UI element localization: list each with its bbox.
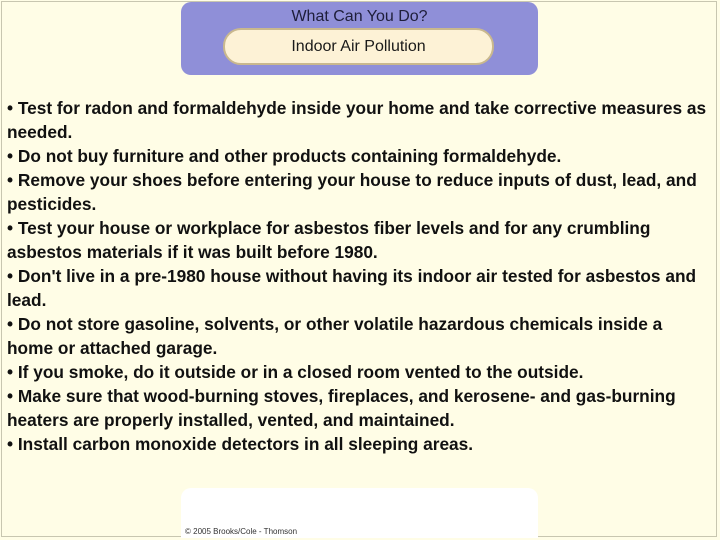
bullet-marker: • — [7, 98, 14, 118]
header-title: What Can You Do? — [291, 8, 428, 25]
bullet-text: If you smoke, do it outside or in a closed room vented to the outside. — [17, 362, 584, 382]
bullet-marker: • — [7, 314, 14, 334]
list-item — [7, 144, 713, 168]
bullet-text: Install carbon monoxide detectors in all sleeping areas. — [17, 434, 474, 454]
bullet-marker: • — [7, 386, 14, 406]
list-item — [7, 312, 713, 360]
bullet-text: Test your house or workplace for asbestos fiber levels and for any crumbling asbestos materials if it was built before 1980. — [7, 218, 651, 262]
bullet-text: Make sure that wood-burning stoves, fireplaces, and kerosene- and gas-burning heaters are properly installed, vented, and maintained. — [7, 386, 676, 430]
list-item — [7, 384, 713, 432]
bullet-text: Test for radon and formaldehyde inside your home and take corrective measures as needed. — [7, 98, 707, 142]
list-item — [7, 168, 713, 216]
header-card — [181, 2, 538, 75]
bullet-marker: • — [7, 218, 14, 238]
list-item — [7, 96, 713, 144]
copyright-notice: © 2005 Brooks/Cole - Thomson — [185, 527, 298, 536]
bullet-marker: • — [7, 362, 14, 382]
bullet-marker: • — [7, 170, 14, 190]
list-item — [7, 264, 713, 312]
list-item — [7, 432, 713, 456]
bullet-text: Don't live in a pre-1980 house without having its indoor air tested for asbestos and lead. — [7, 266, 697, 310]
bullet-text: Do not buy furniture and other products containing formaldehyde. — [17, 146, 562, 166]
bullet-marker: • — [7, 266, 14, 286]
list-item — [7, 360, 713, 384]
list-item — [7, 216, 713, 264]
bullet-list — [7, 96, 713, 456]
figure-placeholder-card — [181, 488, 538, 538]
bullet-text: Do not store gasoline, solvents, or other volatile hazardous chemicals inside a home or attached garage. — [7, 314, 663, 358]
header-subtitle-pill: Indoor Air Pollution — [223, 28, 494, 65]
bullet-marker: • — [7, 146, 14, 166]
bullet-marker: • — [7, 434, 14, 454]
bullet-text: Remove your shoes before entering your house to reduce inputs of dust, lead, and pesticides. — [7, 170, 697, 214]
